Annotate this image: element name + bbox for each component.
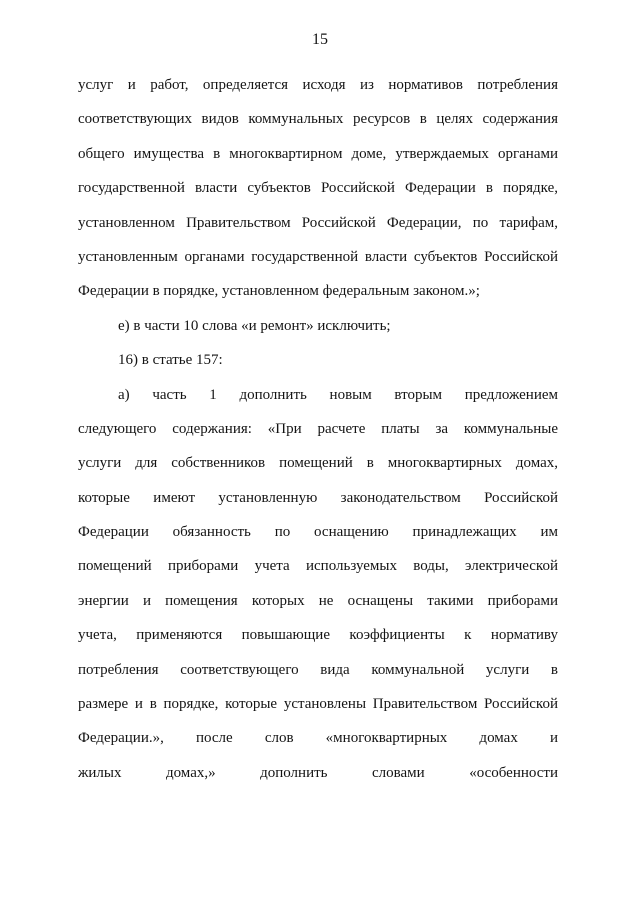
text-line: потребления соответствующего вида коммунальной услуги в [78,661,558,678]
text-line: учета, применяются повышающие коэффициенты к нормативу [78,627,558,644]
text-line: установленном Правительством Российской Федерации, по тарифам, [78,214,558,231]
text-line: жилых домах,» дополнить словами «особенности [78,764,558,781]
text-line: которые имеют установленную законодательством Российской [78,489,558,506]
text-line: следующего содержания: «При расчете платы за коммунальные [78,420,558,437]
text-line: общего имущества в многоквартирном доме, утверждаемых органами [78,145,558,162]
page-number: 15 [312,31,328,48]
text-line: размере и в порядке, которые установлены Правительством Российской [78,696,558,713]
text-line: Федерации.», после слов «многоквартирных домах и [78,730,558,747]
text-line: 16) в статье 157: [118,352,223,369]
text-line: а) часть 1 дополнить новым вторым предложением [118,386,558,403]
text-line: Федерации в порядке, установленном федеральным законом.»; [78,283,480,300]
text-line: Федерации обязанность по оснащению принадлежащих им [78,524,558,541]
text-line: энергии и помещения которых не оснащены такими приборами [78,592,558,609]
body-text [78,68,558,790]
text-line: е) в части 10 слова «и ремонт» исключить; [118,317,391,334]
text-line: установленным органами государственной власти субъектов Российской [78,248,558,265]
text-line: услуги для собственников помещений в многоквартирных домах, [78,455,558,472]
text-line: услуг и работ, определяется исходя из нормативов потребления [78,77,558,93]
text-line: соответствующих видов коммунальных ресурсов в целях содержания [78,111,558,128]
text-line: помещений приборами учета используемых воды, электрической [78,558,558,575]
text-line: государственной власти субъектов Российской Федерации в порядке, [78,180,558,197]
